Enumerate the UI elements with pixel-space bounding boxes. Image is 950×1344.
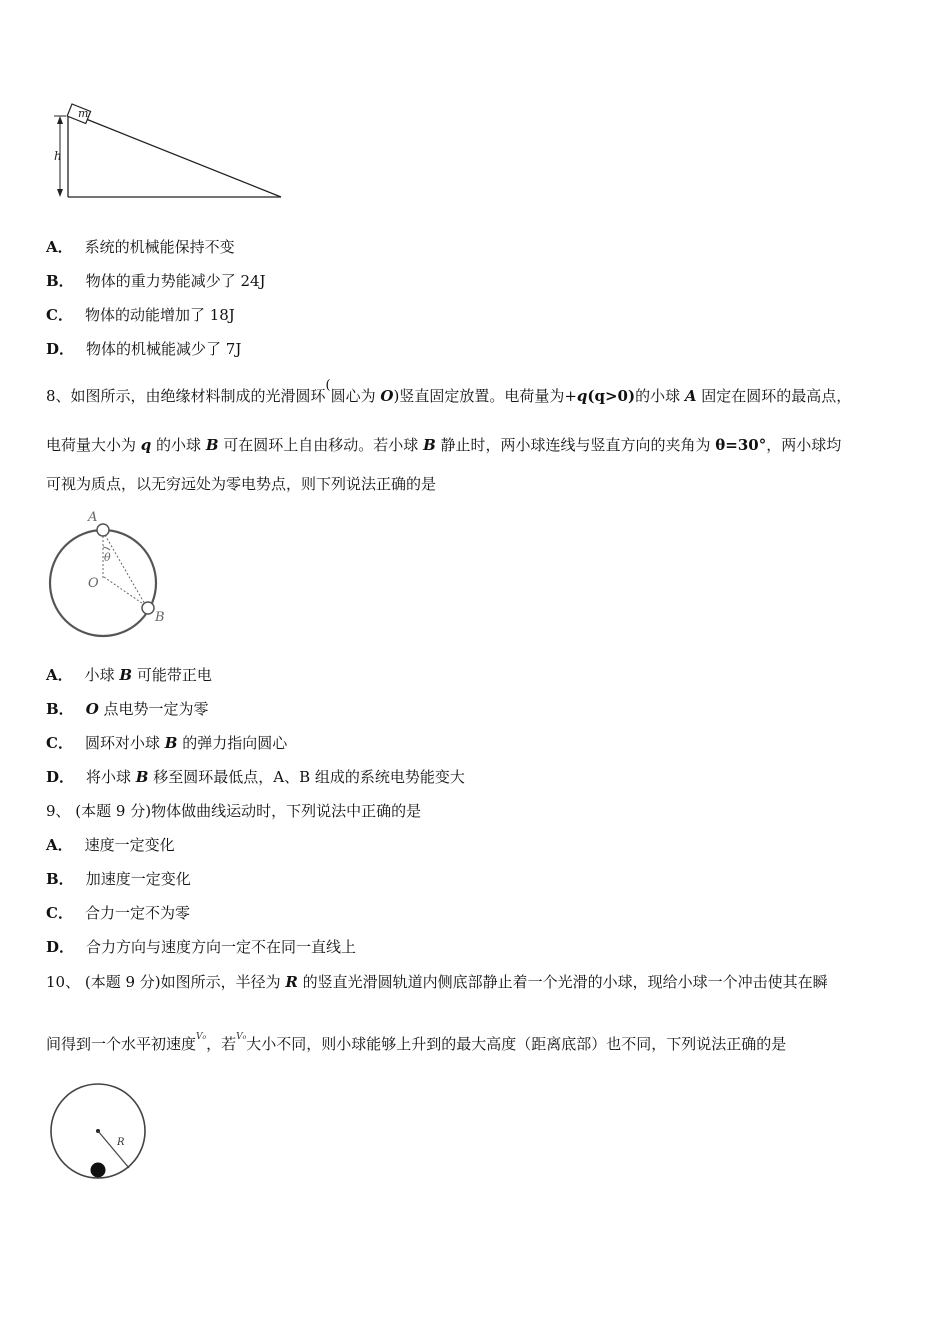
q8-option-b[interactable]: B． O 点电势一定为零 [46, 700, 209, 718]
q8-stem-line1: 8、如图所示，由绝缘材料制成的光滑圆环(圆心为 O)竖直固定放置。电荷量为+q(q>0)的小球 A 固定在圆环的最高点， [46, 378, 852, 405]
ball-A [97, 524, 109, 536]
label-B: B [155, 610, 165, 625]
q9-option-d[interactable]: D． 合力方向与速度方向一定不在同一直线上 [46, 938, 357, 956]
angle-arc [103, 547, 110, 550]
height-arrow-head-top [57, 116, 63, 124]
label-R: R [117, 1137, 125, 1148]
line-O-B [104, 577, 146, 606]
small-ball [91, 1163, 106, 1178]
label-O: O [88, 576, 99, 591]
q8-stem-line3: 可视为质点，以无穷远处为零电势点，则下列说法正确的是 [46, 475, 437, 493]
label-h: h [54, 149, 62, 163]
incline-slope [86, 119, 281, 197]
q8-option-a[interactable]: A． 小球 B 可能带正电 [46, 666, 212, 684]
q8-stem-line2: 电荷量大小为 q 的小球 B 可在圆环上自由移动。若小球 B 静止时，两小球连线与竖直方向的夹角为 θ=30°，两小球均 [46, 436, 842, 454]
q10-stem-line2: 间得到一个水平初速度$^{V_0}$，若$^{V_0}$大小不同，则小球能够上升到的最大高度（距离底部）也不同，下列说法正确的是 [46, 1032, 787, 1053]
q7-option-c[interactable]: C． 物体的动能增加了 18J [46, 306, 235, 324]
q8-option-c[interactable]: C． 圆环对小球 B 的弹力指向圆心 [46, 734, 288, 752]
q9-option-b[interactable]: B． 加速度一定变化 [46, 870, 191, 888]
q9-option-c[interactable]: C． 合力一定不为零 [46, 904, 190, 922]
q7-option-b[interactable]: B． 物体的重力势能减少了 24J [46, 272, 266, 290]
height-arrow-head-bottom [57, 189, 63, 197]
ball-B [142, 602, 154, 614]
q8-option-d[interactable]: D． 将小球 B 移至圆环最低点，A、B 组成的系统电势能变大 [46, 768, 465, 786]
label-m: m [78, 107, 89, 120]
q9-option-a[interactable]: A． 速度一定变化 [46, 836, 175, 854]
q10-stem-line1: 10、 (本题 9 分)如图所示，半径为 R 的竖直光滑圆轨道内侧底部静止着一个光滑的小球，现给小球一个冲击使其在瞬 [46, 973, 828, 991]
track-figure [44, 1082, 154, 1187]
incline-figure [48, 100, 288, 205]
label-theta: θ [104, 551, 111, 564]
q7-option-d[interactable]: D． 物体的机械能减少了 7J [46, 340, 242, 358]
ring-figure [42, 505, 177, 645]
q7-option-a[interactable]: A． 系统的机械能保持不变 [46, 238, 235, 256]
q9-stem: 9、 (本题 9 分)物体做曲线运动时，下列说法中正确的是 [46, 802, 422, 820]
label-A: A [88, 510, 98, 525]
